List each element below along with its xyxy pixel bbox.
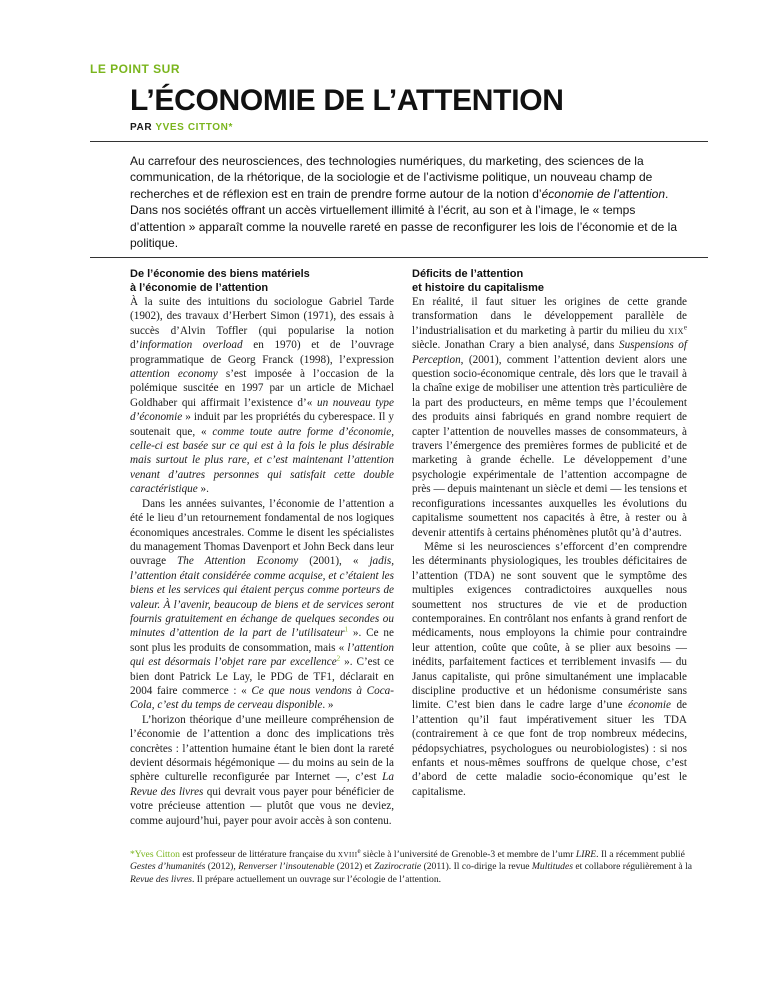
lede-divider (90, 257, 708, 258)
byline (130, 122, 233, 133)
byline-prefix: PAR (130, 122, 156, 133)
right-column (412, 268, 687, 799)
top-divider (90, 141, 708, 142)
byline-author: YVES CITTON* (155, 122, 233, 133)
left-paragraph-2: Dans les années suivantes, l’économie de l’attention a été le lieu d’un retournement fondamental de nos logiques économiques ancestrales. Comme le disent les spécialistes du management Thomas Davenport et John Beck dans leur ouvrage The Attention Economy (2001), « jadis, l’attention était considérée comme acquise, et c’étaient les biens et les services qui étaient perçus comme porteurs de valeur. À l’avenir, beaucoup de biens et de services seront fournis gratuitement en échange de quelques secondes ou minutes d’attention de la part de l’utilisateur$^1$ ». Ce ne sont plus les produits de consommation, mais « l’attention qui est désormais l’objet rare par excellence$^2$ ». C’est ce bien dont Patrick Le Lay, le PDG de TF1, déclarait en 2004 faire commerce : « Ce que nous vendons à Coca-Cola, c’est du temps de cerveau disponible. » (130, 497, 394, 712)
right-paragraph-1: En réalité, il faut situer les origines de cette grande transformation dans le développement parallèle de l’industrialisation et du marketing à partir du milieu du xix$^e$ siècle. Jonathan Crary a bien analysé, dans Suspensions of Perception, (2001), comment l’attention devient alors une question socio-économique centrale, dès lors que le travail à la chaîne exige de mobiliser une attention très particulière de la part des producteurs, en même temps que l’écoulement des produits ainsi fabriqués en grand nombre requiert de capter l’attention de nouvelles masses de consommateurs, à travers l’émergence des premières formes de publicité et de marketing à grande échelle. Le développement d’une psychologie expérimentale de l’attention accompagne de près — depuis maintenant un siècle et demi — les tensions et reconfigurations incessantes auxquelles les évolutions du capitalisme soumettent nos capacités à être, à rester ou à devenir attentifs à certains phénomènes plutôt qu’à d’autres. (412, 296, 687, 539)
left-paragraph-1: À la suite des intuitions du sociologue Gabriel Tarde (1902), des travaux d’Herbert Simon (1971), des essais à succès d’Alvin Toffler (qui popularise la notion d’information overload en 1970) et de l’ouvrage programmatique de Georg Franck (1998), l’expression attention economy s’est imposée à l’occasion de la polémique suscitée en 1997 par un article de Michael Goldhaber qui affirmait l’existence d’« un nouveau type d’économie » induit par les propriétés du cyberespace. Il y soutenait que, « comme toute autre forme d’économie, celle-ci est basée sur ce qui est à la fois le plus désirable mais surtout le plus rare, et c’est maintenant l’attention venant d’autres personnes qui satisfait cette double caractéristique ». (130, 296, 394, 496)
lede-paragraph: Au carrefour des neurosciences, des technologies numériques, du marketing, des sciences de la communication, de la rhétorique, de la sociologie et de l’activisme politique, un nouveau champ de recherches et de réflexion est en train de prendre forme autour de la notion d’économie de l’attention. Dans nos sociétés offrant un accès virtuellement illimité à l’écrit, au son et à l’image, le « temps d’attention » apparaît comme la nouvelle rareté en passe de reconfigurer les lois de l’économie et de la politique. (130, 154, 677, 251)
author-footnote: *Yves Citton est professeur de littérature française du xviii$^e$ siècle à l’université de Grenoble-3 et membre de l’umr LIRE. Il a récemment publié Gestes d’humanités (2012), Renverser l’insoutenable (2012) et Zazirocratie (2011). Il co-dirige la revue Multitudes et collabore régulièrement à la Revue des livres. Il prépare actuellement un ouvrage sur l’écologie de l’attention. (130, 846, 693, 885)
right-heading: Déficits de l’attention et histoire du capitalisme (412, 268, 545, 294)
left-paragraph-3: L’horizon théorique d’une meilleure compréhension de l’économie de l’attention a donc des implications très concrètes : l’attention humaine étant le bien dont la rareté devient désormais hégémonique — du moins au sein de la sphère culturelle reconfigurée par Internet —, c’est La Revue des livres qui devrait vous payer pour bénéficier de votre précieuse attention — plutôt que vous ne deviez, comme aujourd’hui, payer pour avoir accès à son contenu. (130, 713, 394, 827)
left-heading: De l’économie des biens matériels à l’économie de l’attention (130, 268, 310, 294)
left-column (130, 268, 394, 828)
footnote-ref-1: 1 (344, 625, 348, 634)
right-paragraph-2: Même si les neurosciences s’efforcent d’en comprendre les déterminants physiologiques, les troubles déficitaires de l’attention (TDA) ne sont souvent que le symptôme des multiples exigences contradictoires auxquelles nous soumettent nos structures de vie et de production contemporaines. En contrôlant nos enfants à grand renfort de médicaments, nous employons la chimie pour contraindre leur attention, coûte que coûte, à se plier aux besoins — inédits, parfaitement factices et terriblement invasifs — du Janus capitaliste, qui prône simultanément une implacable discipline productive et un hédonisme consumériste sans limite. C’est bien dans le cadre large d’une économie de l’attention qu’il faut impérativement situer les TDA (contrairement à ce que font de trop nombreux médecins, pédopsychiatres, psychologues ou neurobiologistes) : si nos enfants et nous-mêmes souffrons de quelque chose, c’est d’abord de cette maladie socio-économique qu’est le capitalisme. (412, 540, 687, 798)
footnote-ref-2: 2 (336, 654, 341, 663)
article-title: L’ÉCONOMIE DE L’ATTENTION (130, 84, 564, 117)
section-kicker: LE POINT SUR (90, 62, 181, 76)
footnote-author: *Yves Citton (130, 849, 180, 860)
